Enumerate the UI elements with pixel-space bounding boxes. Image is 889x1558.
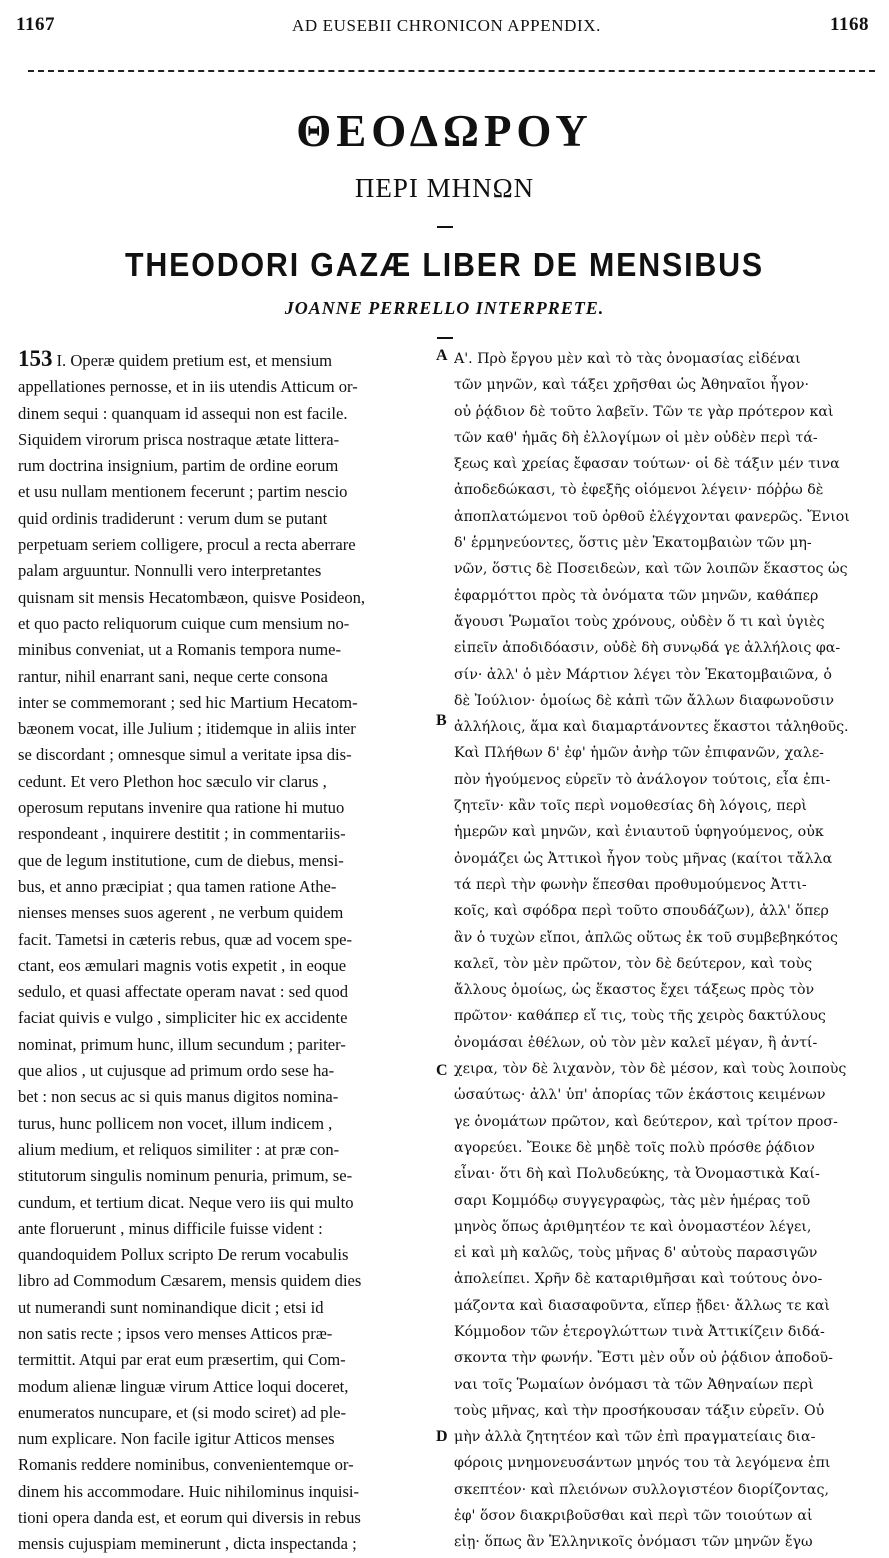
text-line: φόροις μνημονευσάντων μηνός του τὰ λεγόμενα ἐπι <box>454 1455 831 1472</box>
latin-title: THEODORI GAZÆ LIBER DE MENSIBUS <box>125 246 764 283</box>
running-title: AD EUSEBII CHRONICON APPENDIX. <box>292 16 601 35</box>
first-line-text: I. Operæ quidem pretium est, et mensium <box>56 351 333 370</box>
text-line: rum doctrina insignium, partim de ordine eorum <box>18 456 339 476</box>
text-line: num explicare. Non facile igitur Atticos menses <box>18 1429 335 1449</box>
text-line: εἰπεῖν ἀποδιδόασιν, οὐδὲ δὴ συνῳδά γε ἀλλήλοις φα- <box>454 640 841 657</box>
margin-marker-b: B <box>436 712 447 729</box>
text-line: ἐφ' ὅσον διακριβοῦσθαι καὶ περὶ τῶν τοιούτων αἰ <box>454 1508 813 1525</box>
text-line: νῶν, ὅστις δὲ Ποσειδεὼν, καὶ τῶν λοιπῶν ἕκαστος ὡς <box>454 561 848 578</box>
text-line: δ' ἑρμηνεύοντες, ὅστις μὲν Ἑκατομβαιὼν τῶν μη- <box>454 535 812 552</box>
text-line: ζητεῖν· κἂν τοῖς περὶ νομοθεσίας δὴ λόγοις, περὶ <box>454 798 807 815</box>
text-line: χειρα, τὸν δὲ λιχανὸν, τὸν δὲ μέσον, καὶ τοὺς λοιποὺς <box>454 1061 847 1078</box>
text-line: libro ad Commodum Cæsarem, mensis quidem dies <box>18 1271 362 1291</box>
text-line: Κόμμοδον τῶν ἑτερογλώττων τινὰ Ἀττικίζειν διδά- <box>454 1323 825 1340</box>
page-number-left: 1167 <box>16 14 55 35</box>
text-line: ξεως καὶ χρείας ἔφασαν τούτων· οἱ δὲ τάξιν μέν τινα <box>454 456 840 473</box>
text-line: modum alienæ linguæ virum Attice loqui doceret, <box>18 1376 349 1396</box>
title-dash-lower <box>437 337 453 339</box>
column-number: 153 <box>18 346 53 371</box>
text-line: quid ordinis tradiderunt : verum dum se putant <box>18 508 328 528</box>
text-line: εἰ καὶ μὴ καλῶς, τοὺς μῆνας δ' αὐτοὺς παρασιγῶν <box>454 1245 818 1262</box>
text-line: ἀποδεδώκασι, τὸ ἐφεξῆς οἰόμενοι λέγειν· πόῤῥω δὲ <box>454 482 824 499</box>
text-line: rantur, nihil enarrant sani, neque certe consona <box>18 666 328 686</box>
running-header <box>16 14 877 44</box>
text-line: cedunt. Et vero Plethon hoc sæculo vir clarus , <box>18 771 327 791</box>
text-line: respondeant , inquirere destitit ; in commentariis- <box>18 824 346 844</box>
text-line: enumeratos nuncupare, et (si modo sciret) ad ple- <box>18 1402 347 1422</box>
text-line: se discordant ; omnesque simul a veritate ipsa dis- <box>18 745 352 765</box>
header-rule <box>28 70 875 72</box>
text-line: ἂν ὁ τυχὼν εἴποι, ἁπλῶς οὕτως ἐκ τοῦ συμβεβηκότος <box>454 929 838 946</box>
text-line: ναι τοῖς Ῥωμαίων ὀνόμασι τὰ τῶν Ἀθηναίων περὶ <box>454 1376 814 1393</box>
text-line <box>18 346 430 374</box>
text-line: ἀποπλατώμενοι τοῦ ὀρθοῦ ἐλέγχονται φανερῶς. Ἔνιοι <box>454 508 850 525</box>
text-line: que de legum institutione, cum de diebus, mensi- <box>18 850 344 870</box>
title-dash <box>437 226 453 228</box>
text-line: οὐ ῥᾴδιον δὲ τοῦτο λαβεῖν. Τῶν τε γὰρ πρότερον καὶ <box>454 403 834 420</box>
text-line: μάζοντα καὶ διασαφοῦντα, εἴπερ ᾔδει· ἄλλως τε καὶ <box>454 1297 830 1314</box>
text-line: πὸν ἡγούμενος εὑρεῖν τὸ ἀνάλογον τούτοις, εἶα ἐπι- <box>454 771 831 788</box>
text-line: et usu nullam mentionem fecerunt ; partim nescio <box>18 482 348 502</box>
text-line: et quo pacto reliquorum cuique cum mensium no- <box>18 613 350 633</box>
text-line: Καὶ Πλήθων δ' ἐφ' ἡμῶν ἀνὴρ τῶν ἐπιφανῶν, χαλε- <box>454 745 824 762</box>
text-line: τῶν μηνῶν, καὶ τάξει χρῆσθαι ὡς Ἀθηναῖοι ἦγον· <box>454 377 809 394</box>
text-line: palam arguuntur. Nonnulli vero interpretantes <box>18 561 322 581</box>
text-line: Α'. Πρὸ ἔργου μὲν καὶ τὸ τὰς ὀνομασίας εἰδέναι <box>454 351 801 367</box>
text-line: Siquidem virorum prisca nostraque ætate littera- <box>18 429 340 449</box>
text-line: ὀνομάζει ὡς Ἀττικοὶ ἦγον τοὺς μῆνας (καίτοι τἄλλα <box>454 850 833 867</box>
text-line: ἡμερῶν καὶ μηνῶν, καὶ ἐνιαυτοῦ ὑφηγούμενος, οὐκ <box>454 824 824 841</box>
greek-subtitle: ΠΕΡΙ ΜΗΝΩΝ <box>354 173 535 203</box>
text-line: stitutorum singulis nominum penuria, primum, se- <box>18 1166 353 1186</box>
text-line: nienses menses suos agerent , ne verbum quidem <box>18 903 344 923</box>
text-line: minibus conveniat, ut a Romanis tempora nume- <box>18 640 342 660</box>
text-line: cundum, et tertium dicat. Neque vero iis qui multo <box>18 1192 354 1212</box>
text-line: sedulo, et quasi affectate operam navat : sed quod <box>18 982 349 1002</box>
text-line: mensis cujuspiam meminerunt , dicta inspectanda ; <box>18 1534 357 1554</box>
text-line: ut numerandi sunt nominandique dicit ; etsi id <box>18 1297 324 1317</box>
text-line: ἄλλους ὁμοίως, ὡς ἕκαστος ἔχει τάξεως πρὸς τὸν <box>454 982 815 999</box>
text-line: tioni opera danda est, et eorum qui diversis in rebus <box>18 1508 361 1528</box>
text-line: καλεῖ, τὸν μὲν πρῶτον, τὸν δὲ δεύτερον, καὶ τοὺς <box>454 955 813 972</box>
text-line: Romanis reddere nominibus, convenientemque or- <box>18 1455 354 1475</box>
title-block <box>0 104 889 339</box>
text-line: termittit. Atqui par erat eum præsertim, qui Com- <box>18 1350 346 1370</box>
text-line: quandoquidem Pollux scripto De rerum vocabulis <box>18 1245 349 1265</box>
text-line: ἄγουσι Ῥωμαῖοι τοὺς χρόνους, οὐδὲν ὅ τι καὶ ὑγιὲς <box>454 613 825 630</box>
text-line: quisnam sit mensis Hecatombæon, quisve Posideon, <box>18 587 366 607</box>
greek-column <box>454 346 874 1556</box>
margin-marker-d: D <box>436 1428 448 1445</box>
text-line: ante floruerunt , minus difficile fuisse vident : <box>18 1218 323 1238</box>
text-line: εἰῃ· ὅπως ἂν Ἑλληνικοῖς ὀνόμασι τῶν μηνῶν ἔγω <box>454 1534 813 1551</box>
text-line: bet : non secus ac si quis manus digitos nomina- <box>18 1087 339 1107</box>
text-line: δὲ Ἰούλιον· ὁμοίως δὲ κἀπὶ τῶν ἄλλων διαφωνοῦσιν <box>454 692 835 709</box>
text-line: πρῶτον· καθάπερ εἴ τις, τοὺς τῆς χειρὸς δακτύλους <box>454 1008 826 1025</box>
text-line: ὡσαύτως· ἀλλ' ὑπ' ἀπορίας τῶν ἑκάστοις κειμένων <box>454 1087 826 1104</box>
text-line: nominat, primum hunc, illum secundum ; pariter- <box>18 1034 346 1054</box>
text-line: εἶναι· ὅτι δὴ καὶ Πολυδεύκης, τὰ Ὀνομαστικὰ Καί- <box>454 1166 820 1183</box>
text-line: que alios , ut cujusque ad primum ordo sese ha- <box>18 1061 335 1081</box>
text-line: ὀνομάσαι ἐθέλων, οὐ τὸν μὲν καλεῖ μέγαν, ἢ ἀντί- <box>454 1034 818 1051</box>
text-line: alium medium, et reliquos similiter : at præ con- <box>18 1139 340 1159</box>
text-line: αγορεύει. Ἔοικε δὲ μηδὲ τοῖς πολὺ πρόσθε ῥᾴδιον <box>454 1139 815 1156</box>
text-line: inter se commemorant ; sed hic Martium Hecatom- <box>18 692 358 712</box>
text-line: τοὺς μῆνας, καὶ τὴν προσήκουσαν τάξιν εὑρεῖν. Οὐ <box>454 1402 825 1419</box>
text-line: turus, hunc pollicem non vocet, illum indicem , <box>18 1113 333 1133</box>
text-line: bus, et anno præcipiat ; qua tamen ratione Athe- <box>18 876 337 896</box>
text-line: appellationes pernosse, et in iis utendis Atticum or- <box>18 377 358 397</box>
text-line: ἐφαρμόττοι πρὸς τὰ ὀνόματα τῶν μηνῶν, καθάπερ <box>454 587 819 604</box>
text-line: ctant, eos æmulari magnis votis expetit , in eoque <box>18 955 347 975</box>
latin-column <box>18 346 430 1558</box>
text-line: dinem his accommodare. Huic nihilominus inquisi- <box>18 1481 360 1501</box>
text-line: facit. Tametsi in cæteris rebus, quæ ad vocem spe- <box>18 929 353 949</box>
text-line: τά περὶ τὴν φωνὴν ἕπεσθαι προθυμούμενος Ἀττι- <box>454 876 807 893</box>
text-line: σκεπτέον· καὶ πλειόνων συλλογιστέον διορίζοντας, <box>454 1481 829 1498</box>
text-line: ἀλλήλοις, ἅμα καὶ διαμαρτάνοντες ἕκαστοι τἀληθοῦς. <box>454 719 849 736</box>
text-line: non satis recte ; ipsos vero menses Atticos præ- <box>18 1323 333 1343</box>
text-line: ἀπολείπει. Χρῆν δὲ καταριθμῆσαι καὶ τούτους ὀνο- <box>454 1271 823 1288</box>
page-number-right: 1168 <box>830 14 869 35</box>
text-line: τῶν καθ' ἡμᾶς δὴ ἐλλογίμων οἱ μὲν οὐδὲν περὶ τά- <box>454 429 818 446</box>
margin-marker-c: C <box>436 1062 448 1079</box>
text-line: bæonem vocat, ille Julium ; itidemque in aliis inter <box>18 719 356 739</box>
text-line: dinem sequi : quanquam id assequi non est facile. <box>18 403 348 423</box>
text-line: σίν· ἀλλ' ὁ μὲν Μάρτιον λέγει τὸν Ἑκατομβαιῶνα, ὁ <box>454 666 832 683</box>
greek-title: ΘΕΟΔΩΡΟΥ <box>296 106 593 156</box>
text-line: γε ὀνομάτων πρῶτον, καὶ δεύτερον, καὶ τρίτον προσ- <box>454 1113 838 1130</box>
text-line: σκοντα τὴν φωνήν. Ἔστι μὲν οὖν οὐ ῥᾴδιον ἀποδοῦ- <box>454 1350 833 1367</box>
text-line: μὴν ἀλλὰ ζητητέον καὶ τῶν ἐπὶ πραγματείαις δια- <box>454 1429 816 1446</box>
translator-line: JOANNE PERRELLO INTERPRETE. <box>284 298 605 318</box>
text-line: faciat quivis e vulgo , simpliciter hic ex accidente <box>18 1008 348 1028</box>
text-line: μηνὸς ὅπως ἀριθμητέον τε καὶ ὀνομαστέον λέγει, <box>454 1218 812 1235</box>
text-line: κοῖς, καὶ σφόδρα περὶ τοῦτο σπουδάζων), ἀλλ' ὅπερ <box>454 903 829 920</box>
text-line: σαρι Κομμόδῳ συγγεγραφὼς, τὰς μὲν ἡμέρας τοῦ <box>454 1192 811 1209</box>
text-line: operosum reputans invenire qua ratione hi mutuo <box>18 798 345 818</box>
text-line: perpetuam seriem colligere, procul a recta aberrare <box>18 535 356 555</box>
margin-marker-a: A <box>436 347 448 364</box>
